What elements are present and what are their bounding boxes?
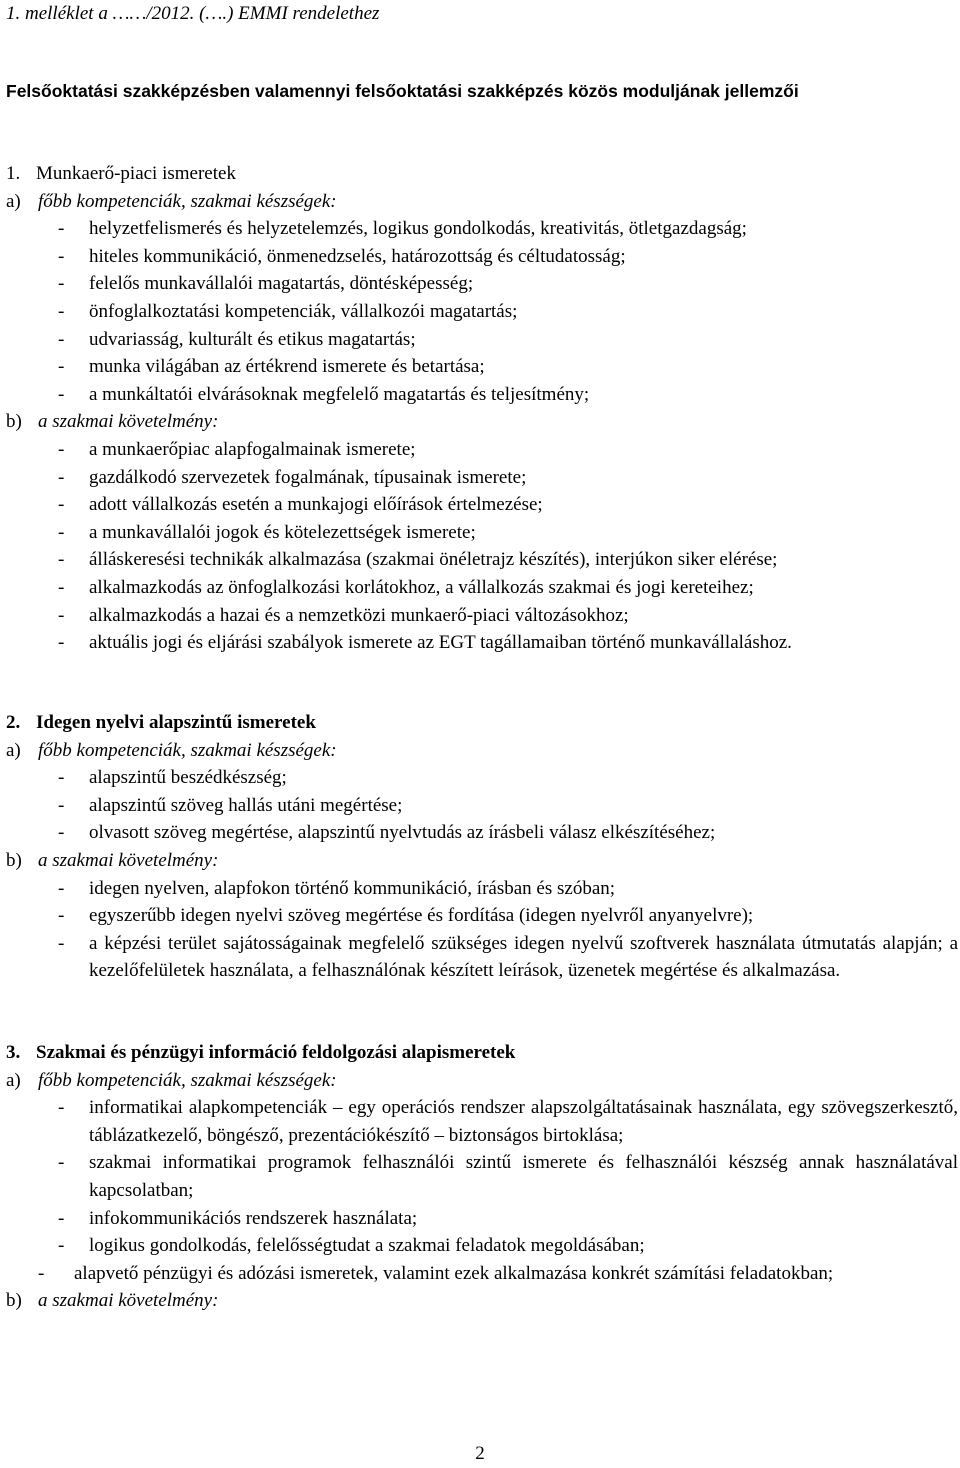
list-item: - a munkáltatói elvárásoknak megfelelő magatartás és teljesítmény;	[0, 381, 960, 409]
list-item: - a munkavállalói jogok és kötelezettségek ismerete;	[0, 519, 960, 547]
competency-list	[0, 215, 960, 408]
list-item: - alkalmazkodás a hazai és a nemzetközi munkaerő-piaci változásokhoz;	[0, 602, 960, 630]
list-item: - infokommunikációs rendszerek használata;	[0, 1205, 960, 1233]
list-item: - helyzetfelismerés és helyzetelemzés, logikus gondolkodás, kreativitás, ötletgazdagság;	[0, 215, 960, 243]
section-title: Munkaerő-piaci ismeretek	[36, 163, 236, 184]
subsection-b-heading	[6, 1287, 960, 1315]
subsection-text: a szakmai követelmény:	[38, 849, 219, 871]
subsection-a-heading	[6, 1067, 960, 1095]
page-number: 2	[475, 1443, 485, 1464]
list-item: - alkalmazkodás az önfoglalkozási korlátokhoz, a vállalkozás szakmai és jogi kereteihez;	[0, 574, 960, 602]
subsection-b-heading	[6, 408, 960, 436]
list-item: - a munkaerőpiac alapfogalmainak ismerete;	[0, 436, 960, 464]
section-title: Szakmai és pénzügyi információ feldolgozási alapismeretek	[36, 1042, 516, 1063]
list-item: - a képzési terület sajátosságainak megfelelő szükséges idegen nyelvű szoftverek használata útmutatás alapján; a kezelőfelületek használata, a felhasználónak készített leírások, üzenetek megértése és alkalmazása.	[0, 930, 960, 985]
section-title: Idegen nyelvi alapszintű ismeretek	[36, 712, 316, 733]
subsection-label: b)	[6, 411, 22, 433]
subsection-label: b)	[6, 849, 22, 871]
section-heading	[6, 709, 960, 737]
section-idegen-nyelvi	[0, 709, 960, 985]
section-number: 1.	[6, 163, 21, 184]
subsection-text: főbb kompetenciák, szakmai készségek:	[38, 190, 337, 212]
requirement-list	[0, 875, 960, 985]
subsection-b-heading	[6, 847, 960, 875]
competency-list	[0, 764, 960, 847]
list-item: - udvariasság, kulturált és etikus magatartás;	[0, 326, 960, 354]
subsection-label: a)	[6, 1069, 21, 1091]
list-item: - egyszerűbb idegen nyelvi szöveg megértése és fordítása (idegen nyelvről anyanyelvre);	[0, 902, 960, 930]
subsection-text: a szakmai követelmény:	[38, 1290, 219, 1312]
list-item: - olvasott szöveg megértése, alapszintű nyelvtudás az írásbeli válasz elkészítéséhez;	[0, 819, 960, 847]
list-item: - alapszintű beszédkészség;	[0, 764, 960, 792]
requirement-list	[0, 436, 960, 657]
list-item: - alapszintű szöveg hallás utáni megértése;	[0, 792, 960, 820]
list-item: - álláskeresési technikák alkalmazása (szakmai önéletrajz készítés), interjúkon siker elérése;	[0, 546, 960, 574]
competency-list	[0, 1094, 960, 1287]
list-item: - gazdálkodó szervezetek fogalmának, típusainak ismerete;	[0, 464, 960, 492]
subsection-text: főbb kompetenciák, szakmai készségek:	[38, 1069, 337, 1091]
subsection-a-heading	[6, 188, 960, 216]
document-title: Felsőoktatási szakképzésben valamennyi felsőoktatási szakképzés közös moduljának jellemzői	[6, 81, 799, 101]
list-item: - informatikai alapkompetenciák – egy operációs rendszer alapszolgáltatásainak használata, egy szövegszerkesztő, táblázatkezelő, böngésző, prezentációkészítő – biztonságos birtoklása;	[0, 1094, 960, 1149]
list-item: - szakmai informatikai programok felhasználói szintű ismerete és felhasználói készség annak használatával kapcsolatban;	[0, 1149, 960, 1204]
subsection-text: főbb kompetenciák, szakmai készségek:	[38, 739, 337, 761]
section-munkaero-piaci	[0, 160, 960, 657]
list-item: - felelős munkavállalói magatartás, döntésképesség;	[0, 270, 960, 298]
section-heading	[6, 160, 960, 188]
list-item: - aktuális jogi és eljárási szabályok ismerete az EGT tagállamaiban történő munkavállaláshoz.	[0, 629, 960, 657]
annex-header: 1. melléklet a ……/2012. (….) EMMI rendelethez	[6, 3, 380, 24]
subsection-text: a szakmai követelmény:	[38, 411, 219, 433]
list-item: - adott vállalkozás esetén a munkajogi előírások értelmezése;	[0, 491, 960, 519]
section-heading	[6, 1039, 960, 1067]
list-item: - hiteles kommunikáció, önmenedzselés, határozottság és céltudatosság;	[0, 243, 960, 271]
list-item: - önfoglalkoztatási kompetenciák, vállalkozói magatartás;	[0, 298, 960, 326]
section-number: 3.	[6, 1042, 21, 1063]
subsection-label: b)	[6, 1290, 22, 1312]
list-item: - logikus gondolkodás, felelősségtudat a szakmai feladatok megoldásában;	[0, 1232, 960, 1260]
subsection-label: a)	[6, 739, 21, 761]
subsection-a-heading	[6, 737, 960, 765]
section-informacio-feldolgozasi	[0, 1039, 960, 1315]
list-item: - idegen nyelven, alapfokon történő kommunikáció, írásban és szóban;	[0, 875, 960, 903]
list-item: - alapvető pénzügyi és adózási ismeretek, valamint ezek alkalmazása konkrét számítási feladatokban;	[0, 1260, 960, 1288]
section-number: 2.	[6, 712, 21, 733]
subsection-label: a)	[6, 190, 21, 212]
list-item: - munka világában az értékrend ismerete és betartása;	[0, 353, 960, 381]
